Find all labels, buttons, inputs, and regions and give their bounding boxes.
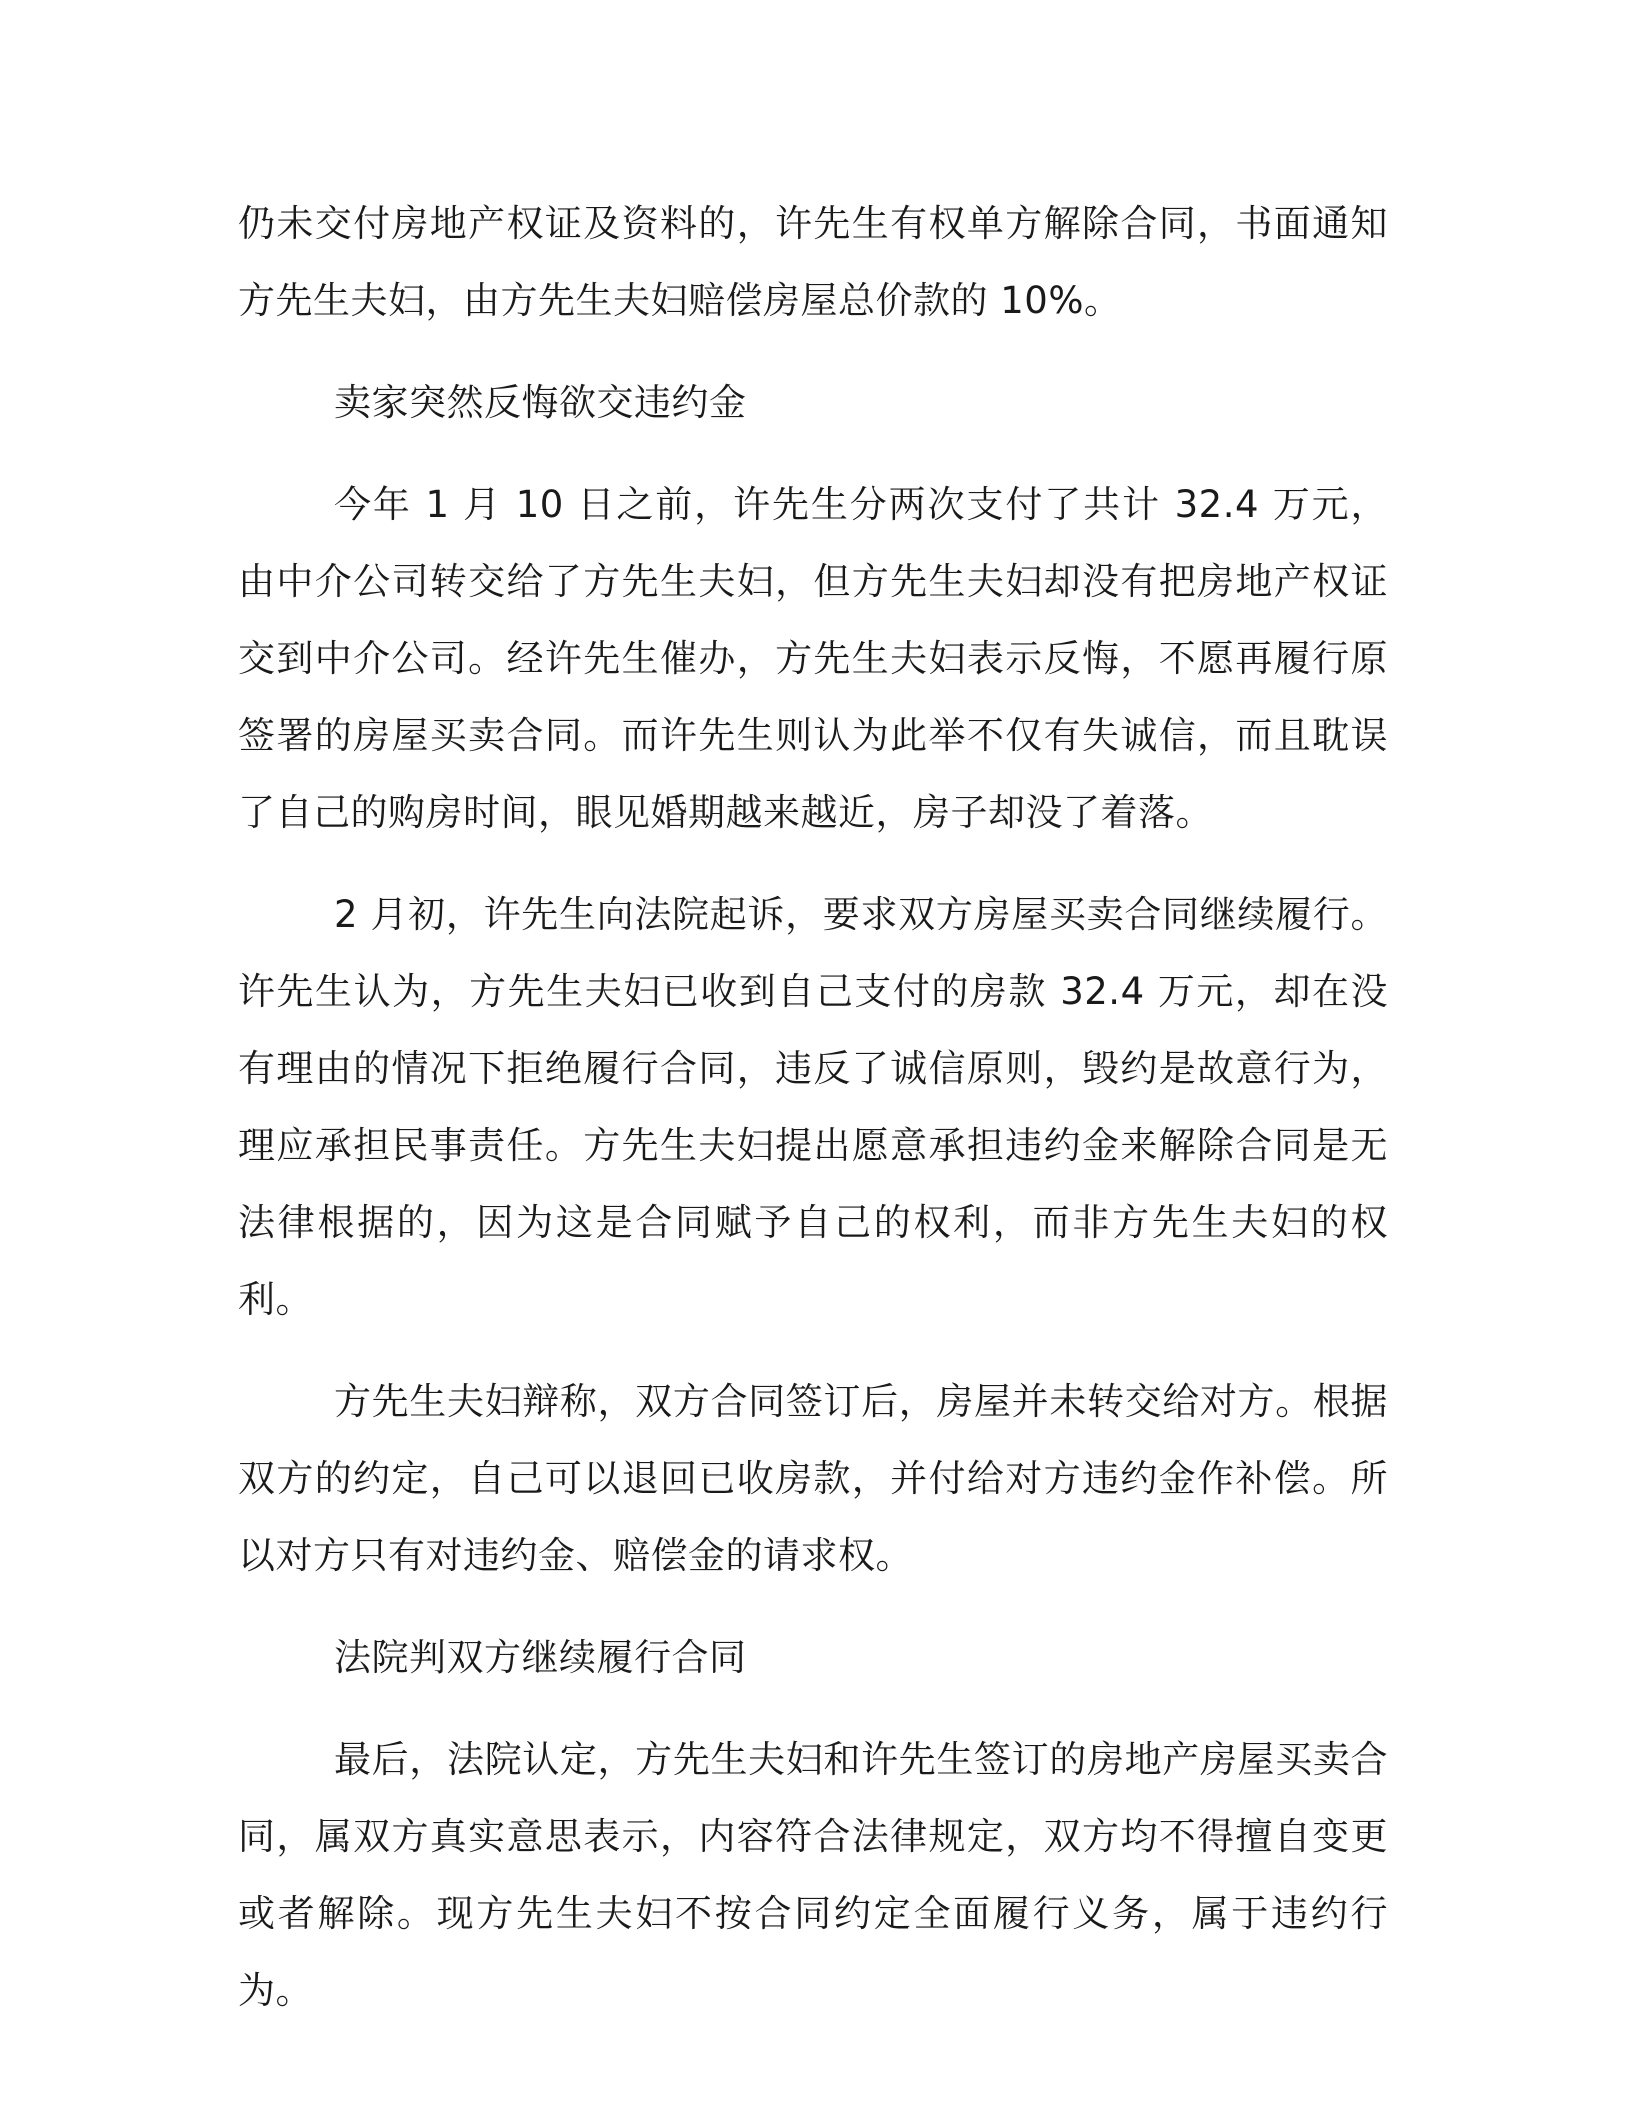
paragraph-ruling: 最后，法院认定，方先生夫妇和许先生签订的房地产房屋买卖合同，属双方真实意思表示，内容符合法律规定，双方均不得擅自变更或者解除。现方先生夫妇不按合同约定全面履行义务，属于违约行为。	[238, 1738, 1388, 2012]
paragraph-lawsuit: 2 月初，许先生向法院起诉，要求双方房屋买卖合同继续履行。许先生认为，方先生夫妇已收到自己支付的房款 32.4 万元，却在没有理由的情况下拒绝履行合同，违反了诚信原则，毁约是故意行为，理应承担民事责任。方先生夫妇提出愿意承担违约金来解除合同是无法律根据的，因为这是合同赋予自己的权利，而非方先生夫妇的权利。	[238, 893, 1388, 1321]
document-body	[238, 185, 1388, 2029]
paragraph-defense: 方先生夫妇辩称，双方合同签订后，房屋并未转交给对方。根据双方的约定，自己可以退回已收房款，并付给对方违约金作补偿。所以对方只有对违约金、赔偿金的请求权。	[238, 1380, 1388, 1577]
section-heading-court-ruling: 法院判双方继续履行合同	[334, 1636, 747, 1679]
paragraph-payment: 今年 1 月 10 日之前，许先生分两次支付了共计 32.4 万元，由中介公司转交给了方先生夫妇，但方先生夫妇却没有把房地产权证交到中介公司。经许先生催办，方先生夫妇表示反悔，不愿再履行原签署的房屋买卖合同。而许先生则认为此举不仅有失诚信，而且耽误了自己的购房时间，眼见婚期越来越近，房子却没了着落。	[238, 483, 1388, 834]
section-heading-seller-regret: 卖家突然反悔欲交违约金	[334, 381, 747, 424]
paragraph-continuation: 仍未交付房地产权证及资料的，许先生有权单方解除合同，书面通知方先生夫妇，由方先生夫妇赔偿房屋总价款的 10%。	[238, 202, 1388, 322]
